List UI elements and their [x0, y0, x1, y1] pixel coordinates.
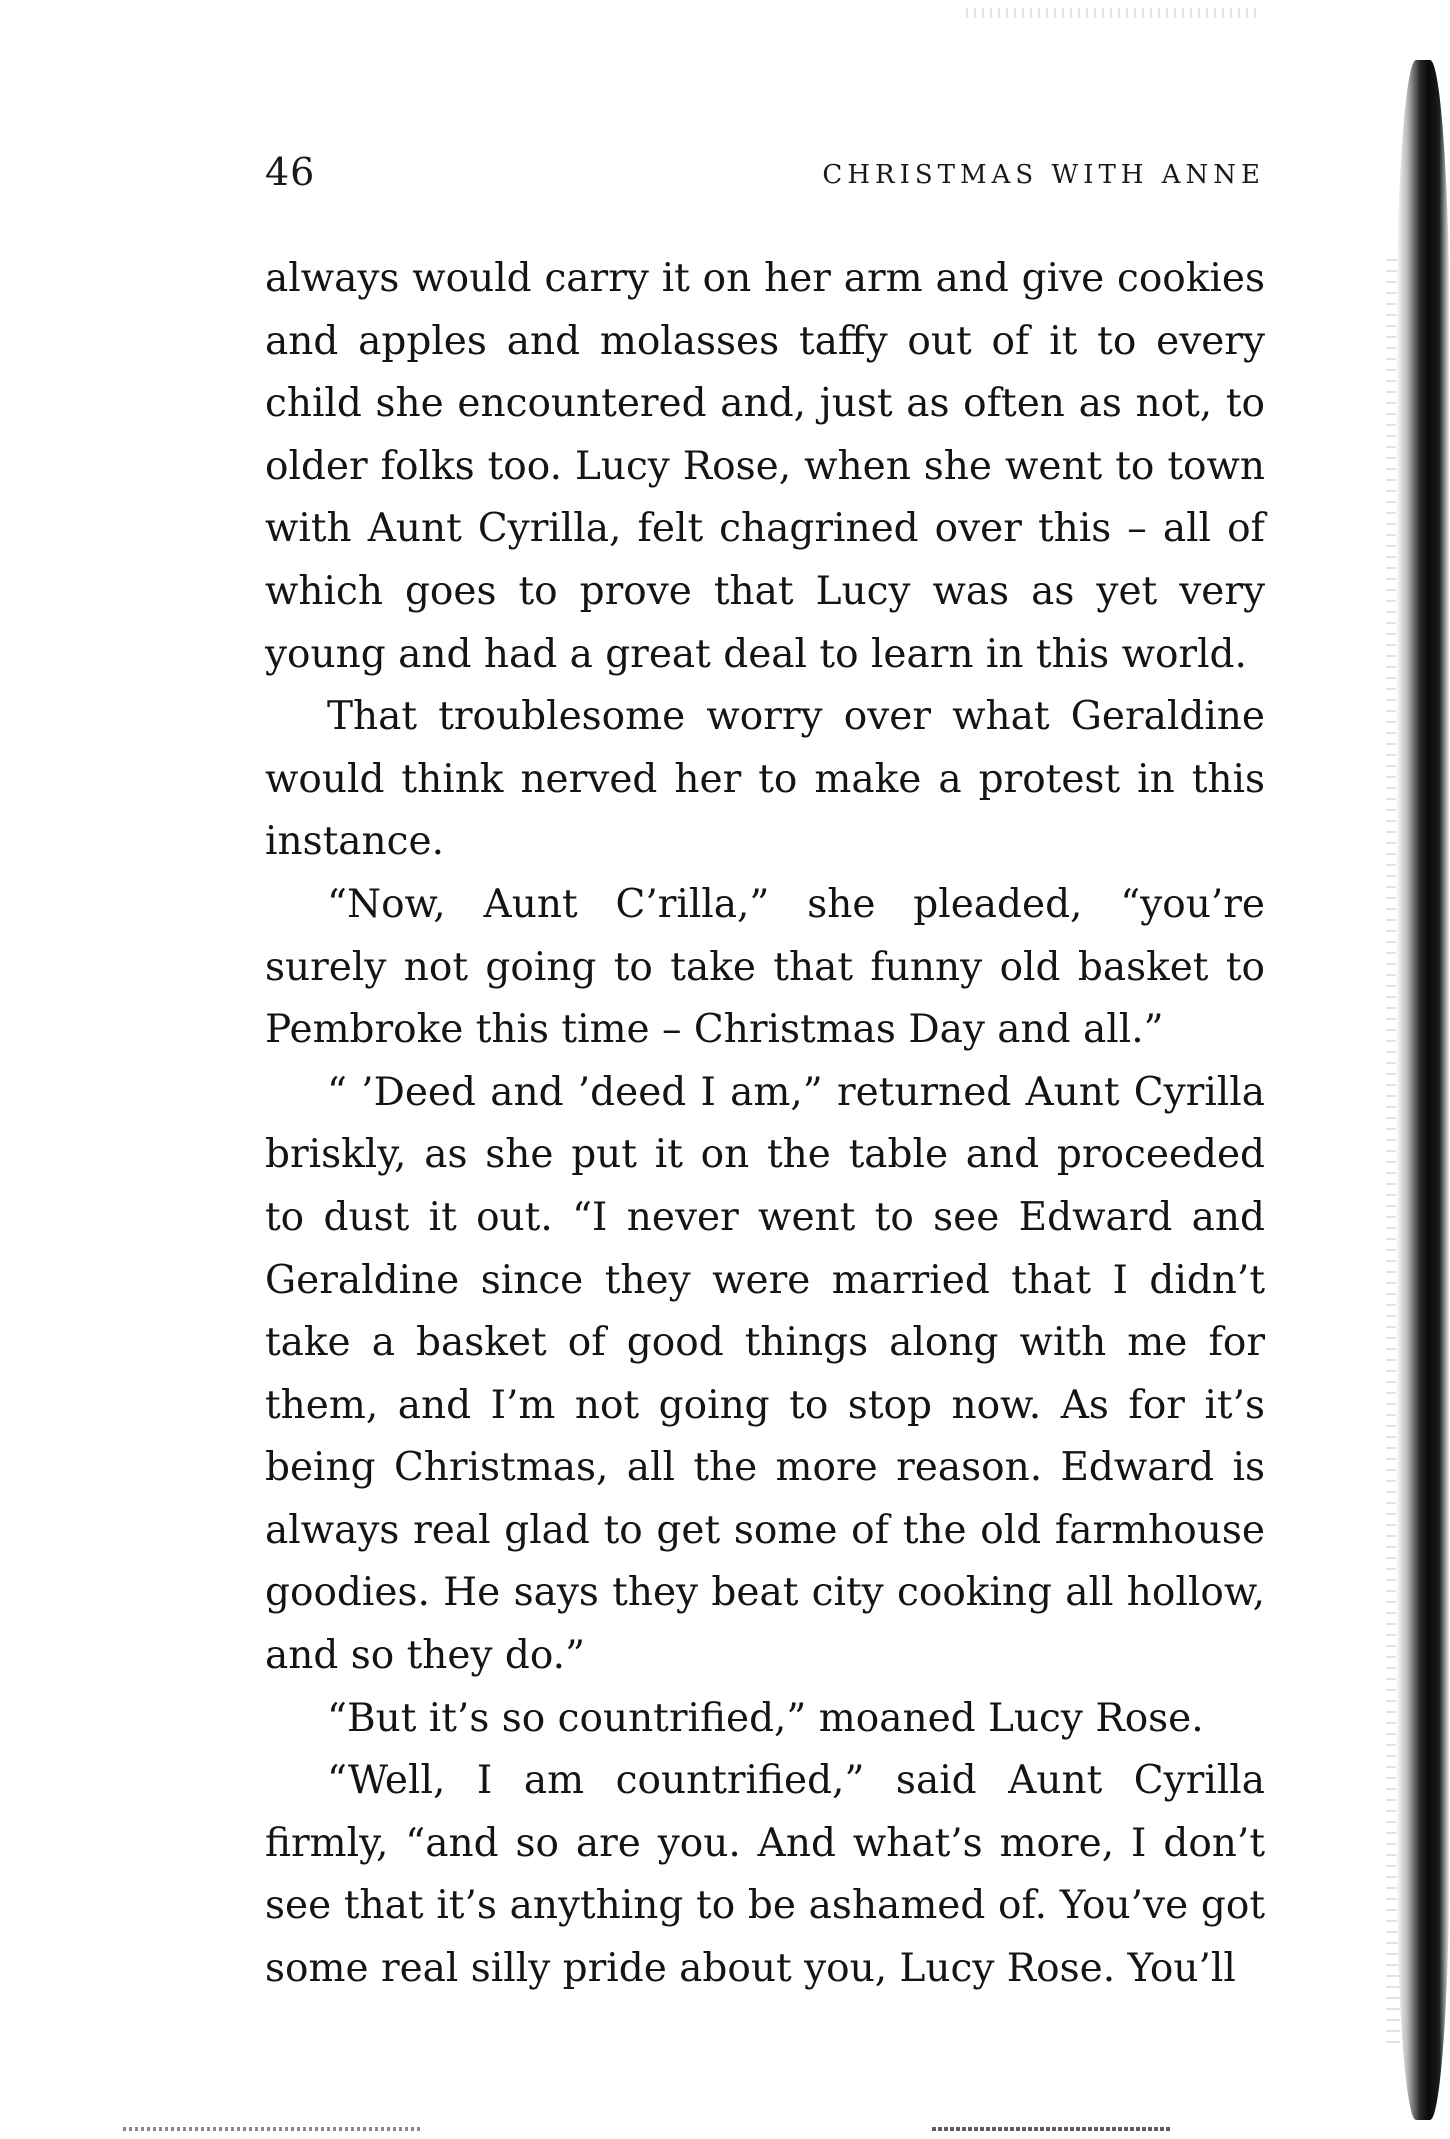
paragraph: “But it’s so countrified,” moaned Lucy Rose.: [327, 1695, 1204, 1741]
scan-noise: [960, 8, 1260, 18]
paragraph: “Now, Aunt C’rilla,” she pleaded, “you’re surely not going to take that funny old basket to Pembroke this time – Christmas Day and all.”: [265, 881, 1265, 1053]
scan-noise: [120, 2127, 420, 2131]
page-number: 46: [265, 150, 316, 194]
page-header: [265, 150, 1265, 200]
paragraph: That troublesome worry over what Geraldine would think nerved her to make a protest in this instance.: [265, 694, 1265, 865]
paragraph: always would carry it on her arm and give cookies and apples and molasses taffy out of it to every child she encountered and, just as often as not, to older folks too. Lucy Rose, when she went to town with Aunt Cyrilla, felt chagrined over this – all of which goes to prove that Lucy was as yet very young and had a great deal to learn in this world.: [265, 256, 1265, 677]
scan-noise: [930, 2127, 1170, 2131]
body-text: [265, 248, 1265, 2001]
scanned-page-edge: [1396, 60, 1450, 2120]
running-title: CHRISTMAS WITH ANNE: [822, 160, 1265, 190]
paragraph: “Well, I am countrified,” said Aunt Cyrilla firmly, “and so are you. And what’s more, I don’t see that it’s anything to be ashamed of. You’ve got some real silly pride about you, Lucy Rose. You’ll: [265, 1758, 1265, 1992]
paragraph: “ ’Deed and ’deed I am,” returned Aunt Cyrilla briskly, as she put it on the table and proceeded to dust it out. “I never went to see Edward and Geraldine since they were married that I didn’t take a basket of good things along with me for them, and I’m not going to stop now. As for it’s being Christmas, all the more reason. Edward is always real glad to get some of the old farmhouse goodies. He says they beat city cooking all hollow, and so they do.”: [265, 1069, 1265, 1679]
